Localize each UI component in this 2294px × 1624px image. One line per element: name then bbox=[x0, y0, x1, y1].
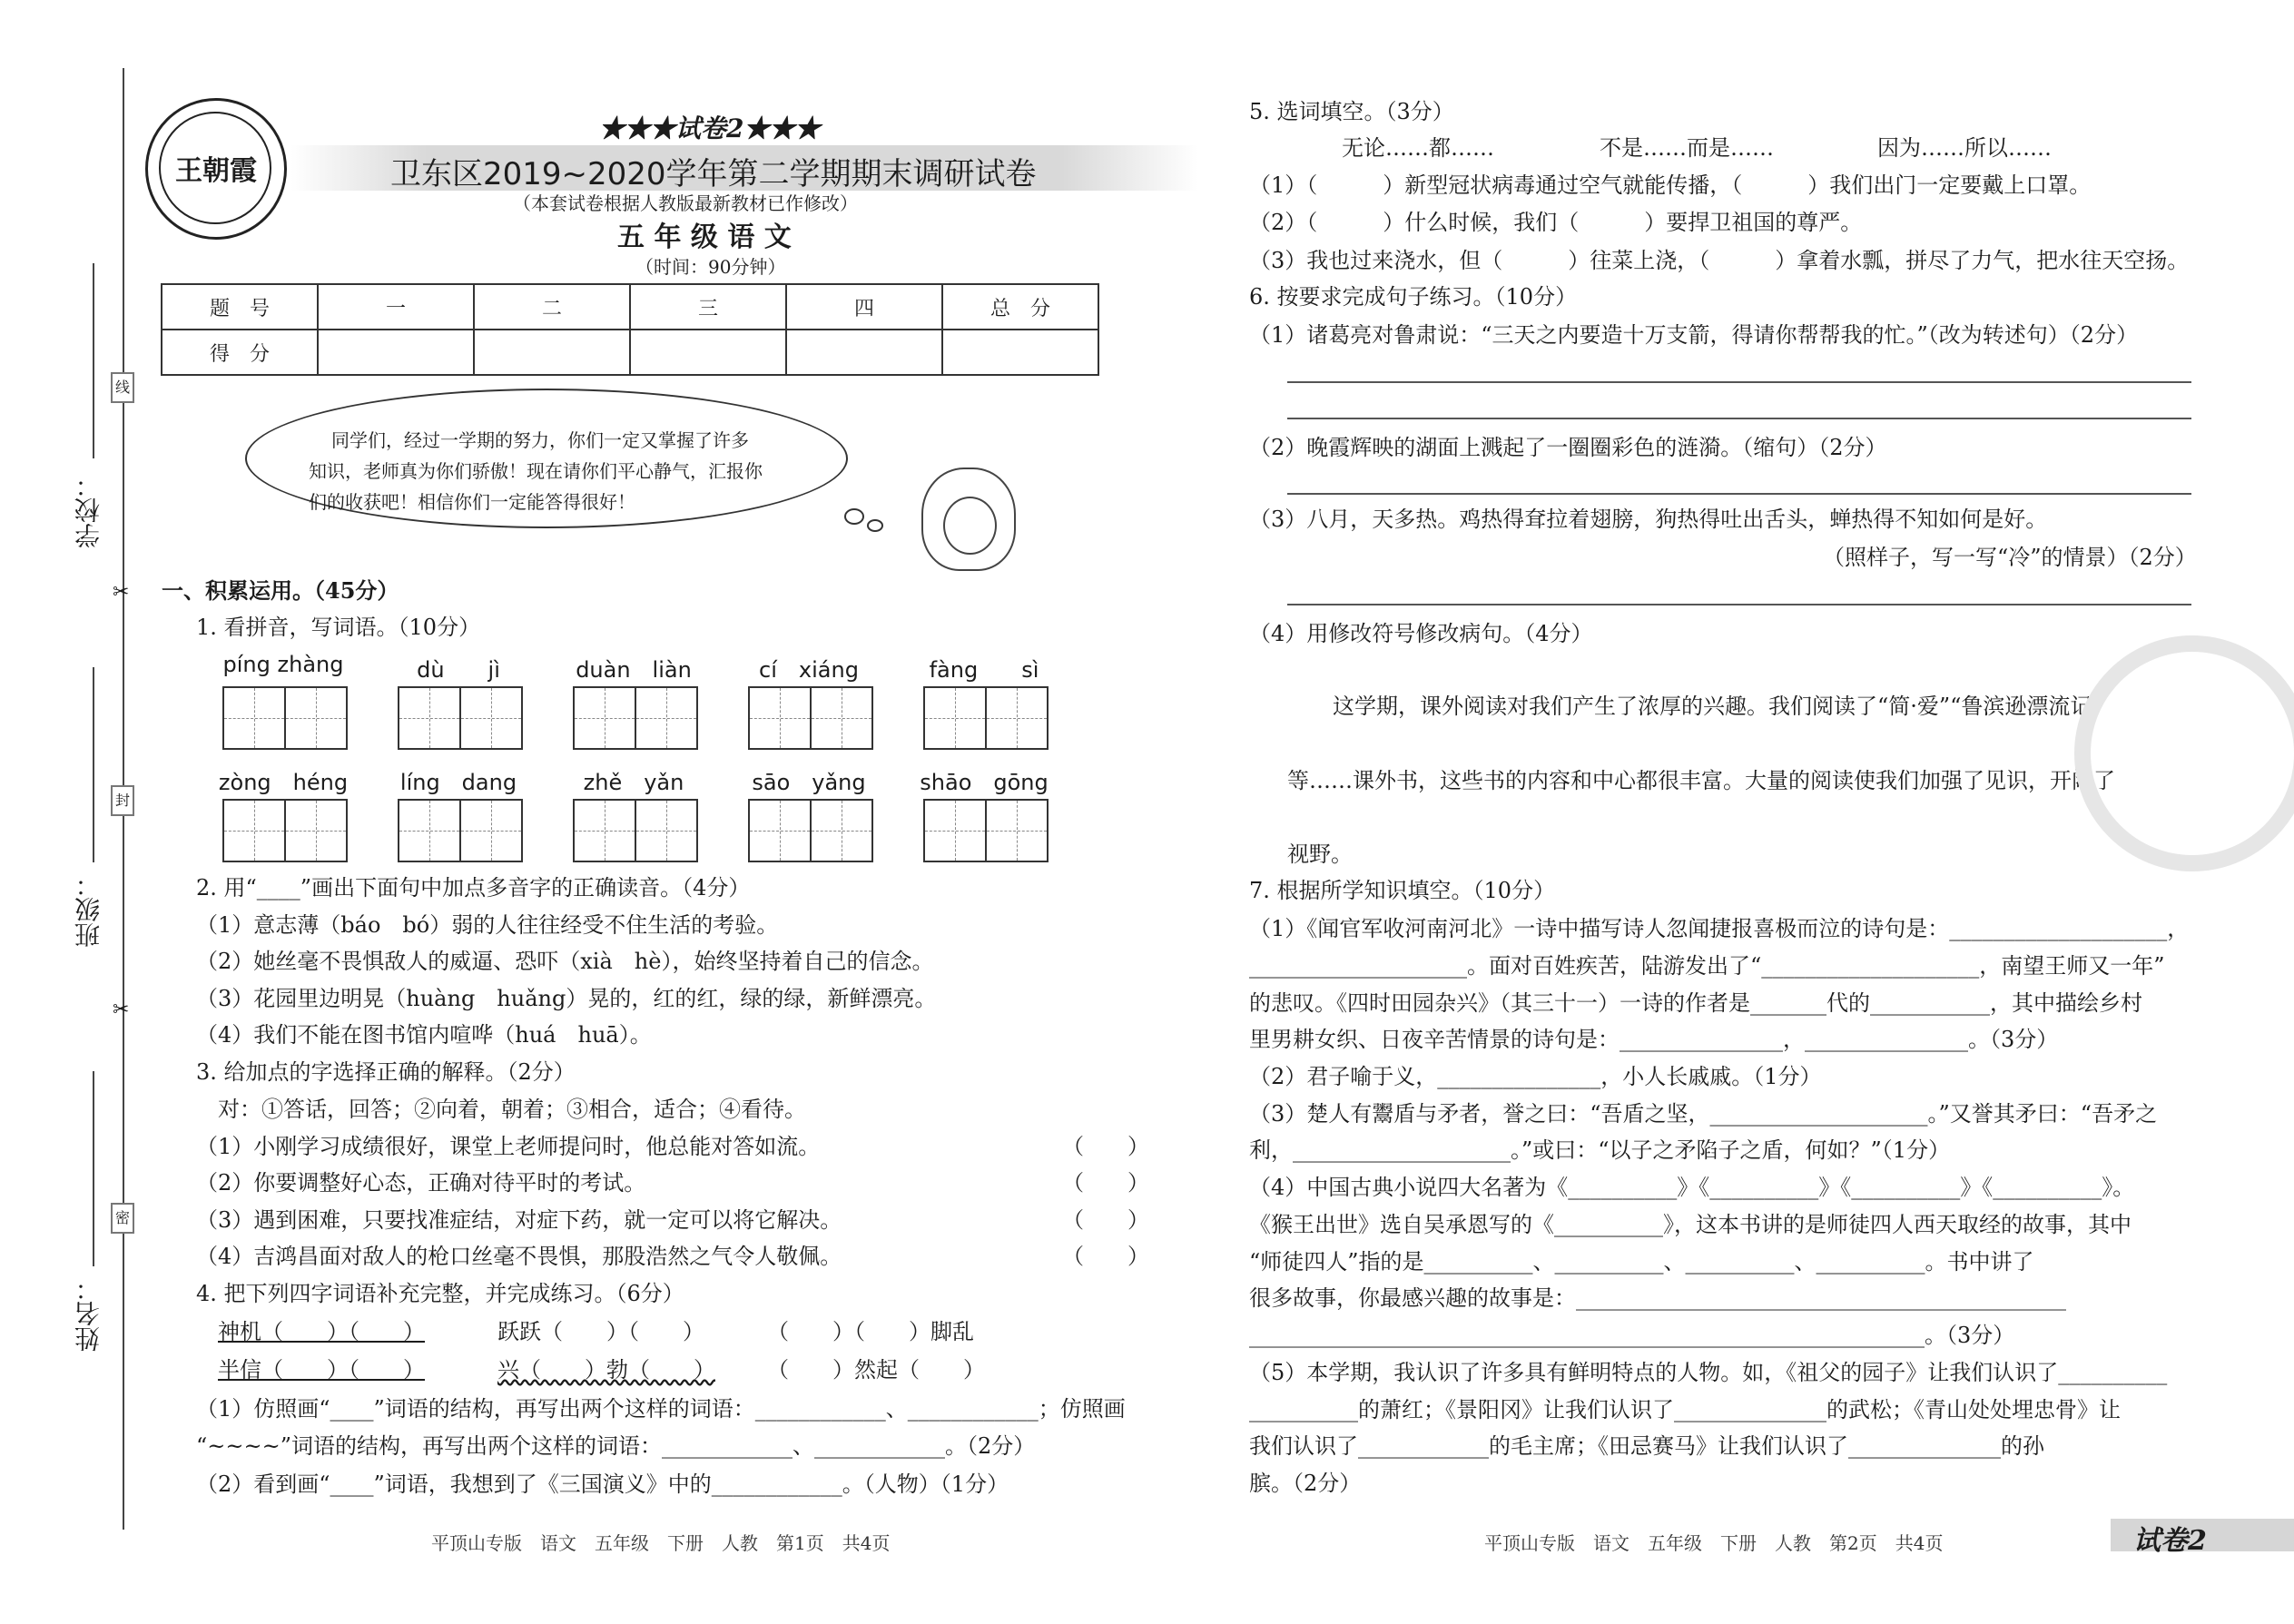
q6-passage-3: 视野。 bbox=[1287, 842, 1353, 867]
q5-item-3: （3）我也过来浇水，但（ ）往菜上浇，（ ）拿着水瓢，拼尽了力气，把水往天空扬。 bbox=[1249, 248, 2190, 273]
scissors-icon: ✂ bbox=[113, 581, 130, 604]
speech-text: 同学们，经过一学期的努力，你们一定又掌握了许多 知识，老师真为你们骄傲！现在请你们平心静气，汇报你 们的收获吧！相信你们一定能答得很好！ bbox=[309, 429, 763, 513]
pinyin-9: sāo yǎng bbox=[752, 770, 866, 795]
watermark-seal bbox=[2074, 635, 2294, 871]
pinyin-4: cí xiáng bbox=[759, 657, 859, 683]
char-box[interactable] bbox=[985, 686, 1049, 750]
pinyin-1: píng zhàng bbox=[222, 652, 344, 677]
q7-line-14: __________的萧红；《景阳冈》让我们认识了______________的武松；《青山处处埋忠骨》让 bbox=[1249, 1397, 2121, 1422]
q6-passage-1: 这学期，课外阅读对我们产生了浓厚的兴趣。我们阅读了“简·爱”“鲁滨逊漂流记” bbox=[1333, 694, 2103, 719]
q6-item-3: （3）八月，天多热。鸡热得耷拉着翅膀，狗热得吐出舌头，蝉热得不知如何是好。 bbox=[1249, 507, 2048, 532]
footer-left: 平顶山专版 语文 五年级 下册 人教 第1页 共4页 bbox=[431, 1532, 891, 1554]
q3-answer-3[interactable]: （ ） bbox=[1062, 1207, 1149, 1233]
q3-definition: 对：①答话，回答；②向着，朝着；③相合，适合；④看待。 bbox=[218, 1097, 806, 1122]
q7-line-15: 我们认识了____________的毛主席；《田忌赛马》让我们认识了______________的孙 bbox=[1249, 1433, 2044, 1459]
q5-word-1: 无论……都…… bbox=[1342, 135, 1494, 161]
answer-line[interactable] bbox=[1287, 604, 2191, 605]
q7-line-8: （4）中国古典小说四大名著为《__________》《__________》《__________》《__________》。 bbox=[1249, 1175, 2135, 1200]
pinyin-7: líng dang bbox=[399, 770, 517, 795]
q5-item-2: （2）（ ）什么时候，我们（ ）要捍卫祖国的尊严。 bbox=[1249, 210, 1863, 235]
q4-idiom-1[interactable]: 神机（ ）（ ） bbox=[218, 1319, 425, 1344]
q4-idiom-5[interactable]: 兴（ ）勃（ ） bbox=[497, 1357, 715, 1383]
class-label: 班级： bbox=[74, 871, 103, 948]
score-cell[interactable] bbox=[942, 330, 1098, 375]
q5-word-2: 不是……而是…… bbox=[1600, 135, 1774, 161]
score-header: 题 号 bbox=[162, 284, 318, 330]
score-header: 四 bbox=[786, 284, 942, 330]
score-cell[interactable] bbox=[474, 330, 630, 375]
q3-answer-1[interactable]: （ ） bbox=[1062, 1134, 1149, 1159]
q3-item-3: （3）遇到困难，只要找准症结，对症下药，就一定可以将它解决。 bbox=[196, 1207, 842, 1233]
answer-line[interactable] bbox=[1287, 418, 2191, 419]
q2-item-3: （3）花园里边明晃（huàng huǎng）晃的，红的红，绿的绿，新鲜漂亮。 bbox=[196, 986, 937, 1011]
score-header: 三 bbox=[630, 284, 786, 330]
q7-line-3: 的悲叹。《四时田园杂兴》（其三十一）一诗的作者是_______代的___________，其中描绘乡村 bbox=[1249, 990, 2142, 1016]
char-box[interactable] bbox=[635, 686, 698, 750]
score-cell[interactable] bbox=[630, 330, 786, 375]
pinyin-3: duàn liàn bbox=[576, 657, 692, 683]
q3-item-4: （4）吉鸿昌面对敌人的枪口丝毫不畏惧，那股浩然之气令人敬佩。 bbox=[196, 1244, 842, 1269]
char-box[interactable] bbox=[284, 686, 348, 750]
pinyin-10: shāo gōng bbox=[920, 770, 1049, 795]
q5-item-1: （1）（ ）新型冠状病毒通过空气就能传播，（ ）我们出门一定要戴上口罩。 bbox=[1249, 172, 2092, 198]
subject-title: 五 年 级 语 文 bbox=[617, 221, 792, 253]
q7-line-12: ______________________________________________________________。（3分） bbox=[1249, 1323, 2015, 1348]
pinyin-2: dù jì bbox=[417, 657, 500, 683]
q4-idiom-3[interactable]: （ ）（ ）脚乱 bbox=[767, 1319, 974, 1344]
char-box[interactable] bbox=[398, 799, 461, 862]
pinyin-8: zhě yǎn bbox=[583, 770, 684, 795]
q3-answer-4[interactable]: （ ） bbox=[1062, 1244, 1149, 1269]
q6-item-1: （1）诸葛亮对鲁肃说：“三天之内要造十万支箭，得请你帮帮我的忙。”（改为转述句）（2分） bbox=[1249, 322, 2139, 348]
q7-line-16: 膑。（2分） bbox=[1249, 1471, 1362, 1496]
q7-line-11: 很多故事，你最感兴趣的故事是：_____________________________________________ bbox=[1249, 1285, 2066, 1311]
score-table bbox=[161, 283, 1099, 376]
q6-item-4: （4）用修改符号修改病句。（4分） bbox=[1249, 621, 1593, 646]
q2-item-2: （2）她丝毫不畏惧敌人的威逼、恐吓（xià hè），始终坚持着自己的信念。 bbox=[196, 949, 934, 974]
q7-line-10: “师徒四人”指的是__________、__________、__________、__________。书中讲了 bbox=[1249, 1249, 2034, 1275]
bubble-dot bbox=[844, 508, 864, 525]
q5-word-3: 因为……所以…… bbox=[1877, 135, 2052, 161]
char-box[interactable] bbox=[573, 686, 636, 750]
q4-idiom-4[interactable]: 半信（ ）（ ） bbox=[218, 1357, 425, 1383]
exam-time: （时间：90分钟） bbox=[635, 256, 786, 278]
q7-line-6: （3）楚人有鬻盾与矛者，誉之曰：“吾盾之坚，____________________。”又誉其矛曰：“吾矛之 bbox=[1249, 1101, 2158, 1127]
exam-note: （本套试卷根据人教版最新教材已作修改） bbox=[513, 192, 858, 214]
line-mark: 线 bbox=[111, 372, 134, 403]
q7-line-7: 利，____________________。”或曰：“以子之矛陷子之盾，何如？”（1分） bbox=[1249, 1137, 1951, 1163]
char-box[interactable] bbox=[923, 686, 987, 750]
q4-part-2: （2）看到画“____”词语，我想到了《三国演义》中的____________。（人物）（1分） bbox=[196, 1471, 1009, 1497]
seal-mark: 封 bbox=[111, 785, 134, 816]
q2-title: 2. 用“____”画出下面句中加点多音字的正确读音。（4分） bbox=[196, 875, 751, 901]
name-label: 姓名： bbox=[74, 1275, 103, 1352]
char-box[interactable] bbox=[748, 799, 812, 862]
scissors-icon: ✂ bbox=[113, 999, 130, 1021]
char-box[interactable] bbox=[284, 799, 348, 862]
char-box[interactable] bbox=[923, 799, 987, 862]
char-box[interactable] bbox=[573, 799, 636, 862]
answer-line[interactable] bbox=[1287, 493, 2191, 495]
q2-item-1: （1）意志薄（báo bó）弱的人往往经受不住生活的考验。 bbox=[196, 912, 779, 938]
publisher-logo bbox=[145, 98, 287, 240]
q7-line-5: （2）君子喻于义，_______________，小人长戚戚。（1分） bbox=[1249, 1064, 1822, 1089]
name-blank[interactable] bbox=[93, 1071, 94, 1266]
char-box[interactable] bbox=[810, 799, 873, 862]
q3-answer-2[interactable]: （ ） bbox=[1062, 1170, 1149, 1196]
q3-title: 3. 给加点的字选择正确的解释。（2分） bbox=[196, 1059, 576, 1085]
char-box[interactable] bbox=[222, 799, 286, 862]
q5-title: 5. 选词填空。（3分） bbox=[1249, 99, 1454, 124]
q4-part-1b: “~~~~”词语的结构，再写出两个这样的词语：____________、____________。（2分） bbox=[196, 1433, 1036, 1459]
q6-title: 6. 按要求完成句子练习。（10分） bbox=[1249, 284, 1578, 310]
class-blank[interactable] bbox=[93, 667, 94, 862]
char-box[interactable] bbox=[810, 686, 873, 750]
q4-part-1a: （1）仿照画“____”词语的结构，再写出两个这样的词语：____________、____________；仿照画 bbox=[196, 1396, 1126, 1422]
q7-line-2: ____________________。面对百姓疾苦，陆游发出了“____________________，南望王师又一年” bbox=[1249, 953, 2165, 979]
char-box[interactable] bbox=[748, 686, 812, 750]
score-cell[interactable] bbox=[318, 330, 474, 375]
section-1-heading: 一、积累运用。（45分） bbox=[162, 577, 399, 604]
char-box[interactable] bbox=[985, 799, 1049, 862]
q1-title: 1. 看拼音，写词语。（10分） bbox=[196, 615, 481, 640]
q4-title: 4. 把下列四字词语补充完整，并完成练习。（6分） bbox=[196, 1281, 684, 1306]
exam-title: 卫东区2019~2020学年第二学期期末调研试卷 bbox=[390, 156, 1037, 192]
close-mark: 密 bbox=[111, 1203, 134, 1234]
char-box[interactable] bbox=[635, 799, 698, 862]
q6-item-2: （2）晚霞辉映的湖面上溅起了一圈圈彩色的涟漪。（缩句）（2分） bbox=[1249, 435, 1887, 460]
score-header: 总 分 bbox=[942, 284, 1098, 330]
q7-line-9: 《猴王出世》选自吴承恩写的《__________》，这本书讲的是师徒四人西天取经的故事，其中 bbox=[1249, 1212, 2132, 1237]
char-box[interactable] bbox=[459, 686, 523, 750]
q6-item-3-instruction: （照样子，写一写“冷”的情景）（2分） bbox=[1823, 545, 2197, 570]
q7-line-13: （5）本学期，我认识了许多具有鲜明特点的人物。如，《祖父的园子》让我们认识了__________ bbox=[1249, 1360, 2168, 1385]
bubble-dot bbox=[867, 519, 883, 532]
q4-idiom-6[interactable]: （ ）然起（ ） bbox=[767, 1357, 985, 1383]
char-box[interactable] bbox=[398, 686, 461, 750]
q6-passage-2: 等……课外书，这些书的内容和中心都很丰富。大量的阅读使我们加强了见识，开阔了 bbox=[1287, 768, 2115, 793]
footer-tag: 试卷2 bbox=[2133, 1525, 2207, 1557]
pinyin-5: fàng sì bbox=[929, 657, 1039, 683]
score-header: 一 bbox=[318, 284, 474, 330]
answer-line[interactable] bbox=[1287, 381, 2191, 383]
score-cell[interactable] bbox=[786, 330, 942, 375]
q4-idiom-2[interactable]: 跃跃（ ）（ ） bbox=[497, 1319, 704, 1344]
q3-item-1: （1）小刚学习成绩很好，课堂上老师提问时，他总能对答如流。 bbox=[196, 1134, 821, 1159]
footer-right: 平顶山专版 语文 五年级 下册 人教 第2页 共4页 bbox=[1484, 1532, 1944, 1554]
char-box[interactable] bbox=[222, 686, 286, 750]
school-blank[interactable] bbox=[93, 263, 94, 458]
score-label: 得 分 bbox=[162, 330, 318, 375]
pinyin-6: zòng héng bbox=[218, 770, 349, 795]
q3-item-2: （2）你要调整好心态，正确对待平时的考试。 bbox=[196, 1170, 646, 1196]
q7-title: 7. 根据所学知识填空。（10分） bbox=[1249, 878, 1556, 903]
school-label: 学校： bbox=[74, 472, 103, 548]
logo-text: 王朝霞 bbox=[175, 155, 257, 187]
q2-item-4: （4）我们不能在图书馆内喧哗（huá huā）。 bbox=[196, 1022, 652, 1048]
q7-line-1: （1）《闻官军收河南河北》一诗中描写诗人忽闻捷报喜极而泣的诗句是：____________________， bbox=[1249, 916, 2190, 941]
q7-line-4: 里男耕女织、日夜辛苦情景的诗句是：_______________，_______________。（3分） bbox=[1249, 1027, 2059, 1052]
exam-tag: ★★★试卷2★★★ bbox=[599, 113, 821, 143]
teacher-illustration bbox=[921, 468, 1016, 571]
score-header: 二 bbox=[474, 284, 630, 330]
char-box[interactable] bbox=[459, 799, 523, 862]
